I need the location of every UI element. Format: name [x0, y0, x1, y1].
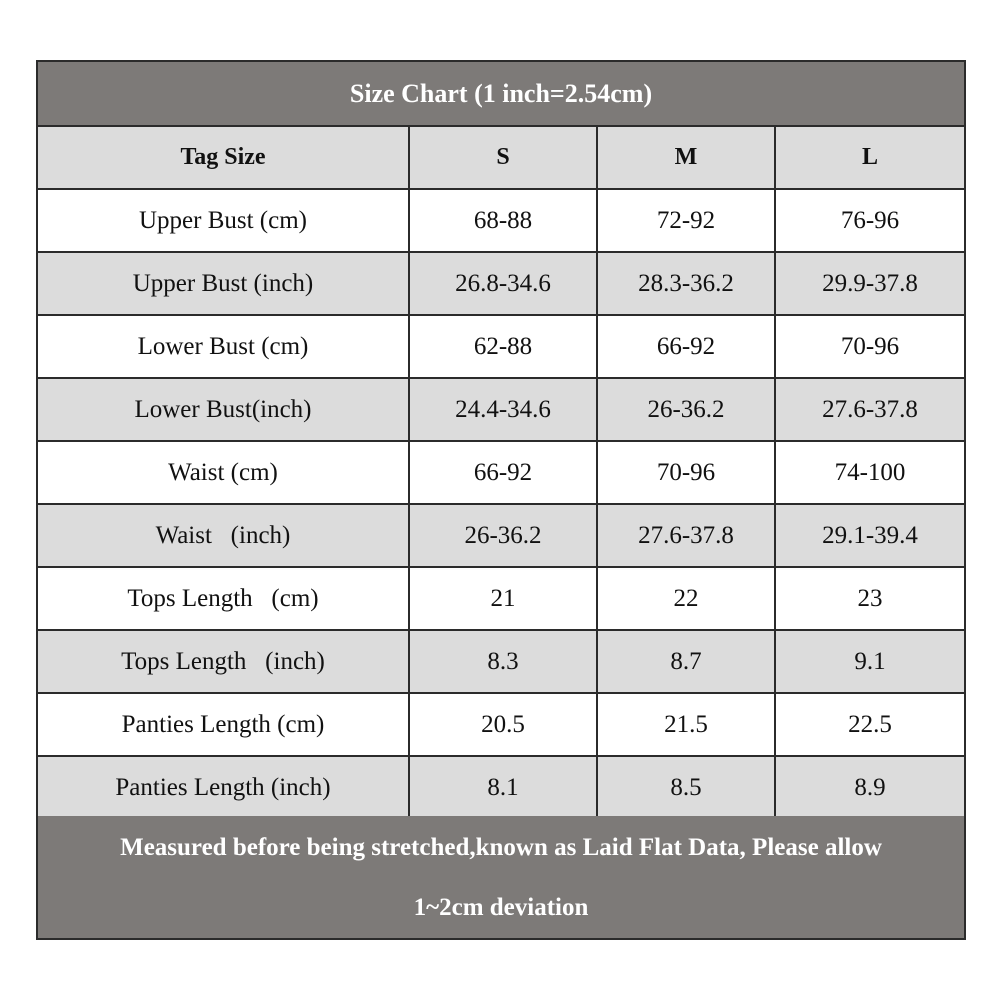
- cell-m: 28.3-36.2: [597, 252, 775, 315]
- cell-l: 74-100: [775, 441, 964, 504]
- row-label: Waist (cm): [38, 441, 409, 504]
- table-row: [38, 567, 964, 630]
- row-label: Tops Length (cm): [38, 567, 409, 630]
- cell-m: 8.5: [597, 756, 775, 819]
- table-row: [38, 189, 964, 252]
- table-row: [38, 693, 964, 756]
- cell-l: 9.1: [775, 630, 964, 693]
- cell-s: 20.5: [409, 693, 597, 756]
- measurement-note-line-2: 1~2cm deviation: [413, 894, 589, 921]
- chart-title: Size Chart (1 inch=2.54cm): [38, 62, 964, 127]
- cell-m: 70-96: [597, 441, 775, 504]
- header-tag-size: Tag Size: [38, 127, 409, 189]
- row-label: Tops Length (inch): [38, 630, 409, 693]
- cell-l: 76-96: [775, 189, 964, 252]
- header-row: [38, 127, 964, 189]
- cell-l: 8.9: [775, 756, 964, 819]
- table-row: [38, 756, 964, 819]
- cell-l: 29.1-39.4: [775, 504, 964, 567]
- cell-l: 23: [775, 567, 964, 630]
- row-label: Lower Bust (cm): [38, 315, 409, 378]
- header-size-s: S: [409, 127, 597, 189]
- cell-l: 29.9-37.8: [775, 252, 964, 315]
- measurement-note: [38, 816, 964, 938]
- table-row: [38, 315, 964, 378]
- row-label: Upper Bust (cm): [38, 189, 409, 252]
- table-row: [38, 630, 964, 693]
- cell-m: 22: [597, 567, 775, 630]
- cell-l: 27.6-37.8: [775, 378, 964, 441]
- row-label: Panties Length (cm): [38, 693, 409, 756]
- cell-s: 68-88: [409, 189, 597, 252]
- cell-l: 22.5: [775, 693, 964, 756]
- measurement-note-line-1: Measured before being stretched,known as Laid Flat Data, Please allow: [120, 834, 882, 861]
- cell-m: 8.7: [597, 630, 775, 693]
- row-label: Panties Length (inch): [38, 756, 409, 819]
- cell-m: 72-92: [597, 189, 775, 252]
- header-size-m: M: [597, 127, 775, 189]
- cell-m: 26-36.2: [597, 378, 775, 441]
- table-row: [38, 378, 964, 441]
- cell-m: 27.6-37.8: [597, 504, 775, 567]
- row-label: Upper Bust (inch): [38, 252, 409, 315]
- cell-s: 8.3: [409, 630, 597, 693]
- size-table: [38, 127, 964, 820]
- cell-s: 24.4-34.6: [409, 378, 597, 441]
- table-row: [38, 504, 964, 567]
- cell-m: 21.5: [597, 693, 775, 756]
- cell-s: 21: [409, 567, 597, 630]
- table-row: [38, 441, 964, 504]
- table-row: [38, 252, 964, 315]
- row-label: Waist (inch): [38, 504, 409, 567]
- cell-m: 66-92: [597, 315, 775, 378]
- cell-l: 70-96: [775, 315, 964, 378]
- cell-s: 66-92: [409, 441, 597, 504]
- cell-s: 26.8-34.6: [409, 252, 597, 315]
- cell-s: 62-88: [409, 315, 597, 378]
- header-size-l: L: [775, 127, 964, 189]
- size-chart: [36, 60, 966, 940]
- cell-s: 8.1: [409, 756, 597, 819]
- row-label: Lower Bust(inch): [38, 378, 409, 441]
- cell-s: 26-36.2: [409, 504, 597, 567]
